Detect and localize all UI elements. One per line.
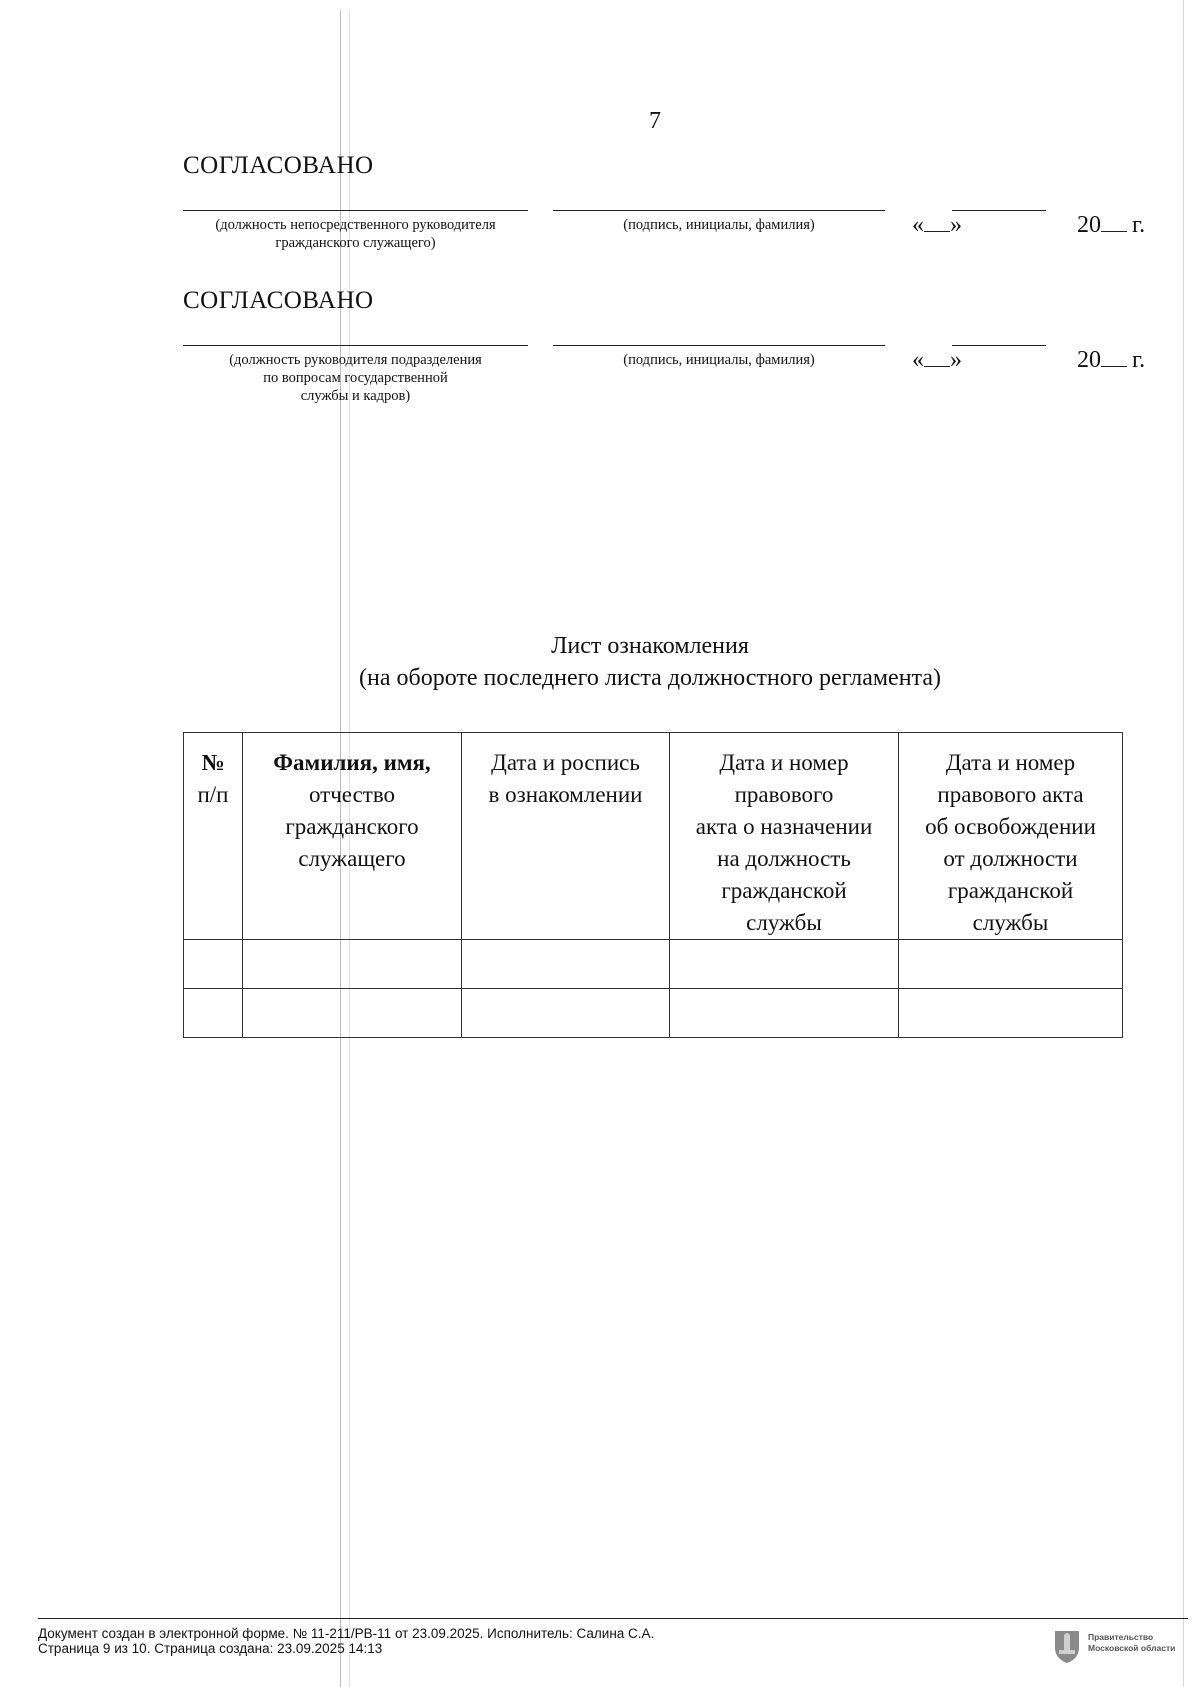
sheet-title (180, 630, 1120, 694)
signature-caption: (подпись, инициалы, фамилия) (623, 352, 815, 368)
table-cell[interactable] (184, 940, 243, 989)
year-field (1053, 319, 1145, 401)
caption-line: (должность непосредственного руководителя (215, 217, 496, 233)
date-close-quote: » (950, 212, 962, 238)
scan-artifact-line (1183, 0, 1184, 1687)
date-open-quote: « (912, 347, 924, 373)
month-line (952, 210, 1046, 211)
day-blank (924, 211, 950, 232)
sheet-subtitle: (на обороте последнего листа должностного регламента) (359, 665, 941, 691)
footer-text (38, 1626, 654, 1656)
year-suffix: г. (1132, 347, 1146, 373)
column-header-date-signature: Дата и роспись в ознакомлении (462, 733, 670, 940)
position-line (183, 210, 528, 211)
month-line (952, 345, 1046, 346)
table-cell[interactable] (899, 989, 1123, 1038)
column-header-number: № п/п (184, 733, 243, 940)
table-cell[interactable] (184, 989, 243, 1038)
caption-line: (должность руководителя подразделения (229, 352, 482, 368)
coat-of-arms-icon (1052, 1628, 1082, 1664)
caption-line: службы и кадров) (300, 388, 411, 404)
caption-line: гражданского служащего) (275, 235, 436, 251)
year-field (1053, 184, 1145, 266)
position-line (183, 345, 528, 346)
table-cell[interactable] (670, 940, 899, 989)
column-header-appointment-act: Дата и номер правового акта о назначении на должность гражданской службы (670, 733, 899, 940)
year-prefix: 20 (1077, 347, 1101, 373)
table-header-row (184, 733, 1123, 940)
date-open-quote: « (912, 212, 924, 238)
approval-heading: СОГЛАСОВАНО (183, 287, 374, 314)
caption-line: по вопросам государственной (263, 370, 448, 386)
emblem-text: Правительство Московской области (1088, 1632, 1176, 1653)
table-cell[interactable] (462, 940, 670, 989)
column-header-full-name: Фамилия, имя, отчество гражданского служащего (243, 733, 462, 940)
sheet-title-text: Лист ознакомления (551, 633, 749, 659)
page-number: 7 (649, 108, 661, 134)
table-cell[interactable] (899, 940, 1123, 989)
signature-line (553, 345, 885, 346)
day-blank (924, 346, 950, 367)
table-cell[interactable] (243, 989, 462, 1038)
position-caption (183, 216, 528, 252)
table-cell[interactable] (243, 940, 462, 989)
table-row (184, 940, 1123, 989)
footer-line-page-info: Страница 9 из 10. Страница создана: 23.09.2025 14:13 (38, 1641, 383, 1656)
date-field (888, 184, 962, 266)
table-cell[interactable] (670, 989, 899, 1038)
approval-heading: СОГЛАСОВАНО (183, 152, 374, 179)
signature-caption: (подпись, инициалы, фамилия) (623, 217, 815, 233)
date-close-quote: » (950, 347, 962, 373)
signature-line (553, 210, 885, 211)
table-cell[interactable] (462, 989, 670, 1038)
column-header-dismissal-act: Дата и номер правового акта об освобождении от должности гражданской службы (899, 733, 1123, 940)
acquaintance-table (183, 732, 1123, 1038)
year-suffix: г. (1132, 212, 1146, 238)
position-caption (183, 351, 528, 405)
footer-line-document-info: Документ создан в электронной форме. № 11-211/РВ-11 от 23.09.2025. Исполнитель: Салина С.А. (38, 1626, 655, 1641)
year-blank (1101, 346, 1127, 367)
government-emblem (1052, 1628, 1180, 1664)
year-blank (1101, 211, 1127, 232)
year-prefix: 20 (1077, 212, 1101, 238)
date-field (888, 319, 962, 401)
footer-rule (38, 1618, 1188, 1619)
table-row (184, 989, 1123, 1038)
